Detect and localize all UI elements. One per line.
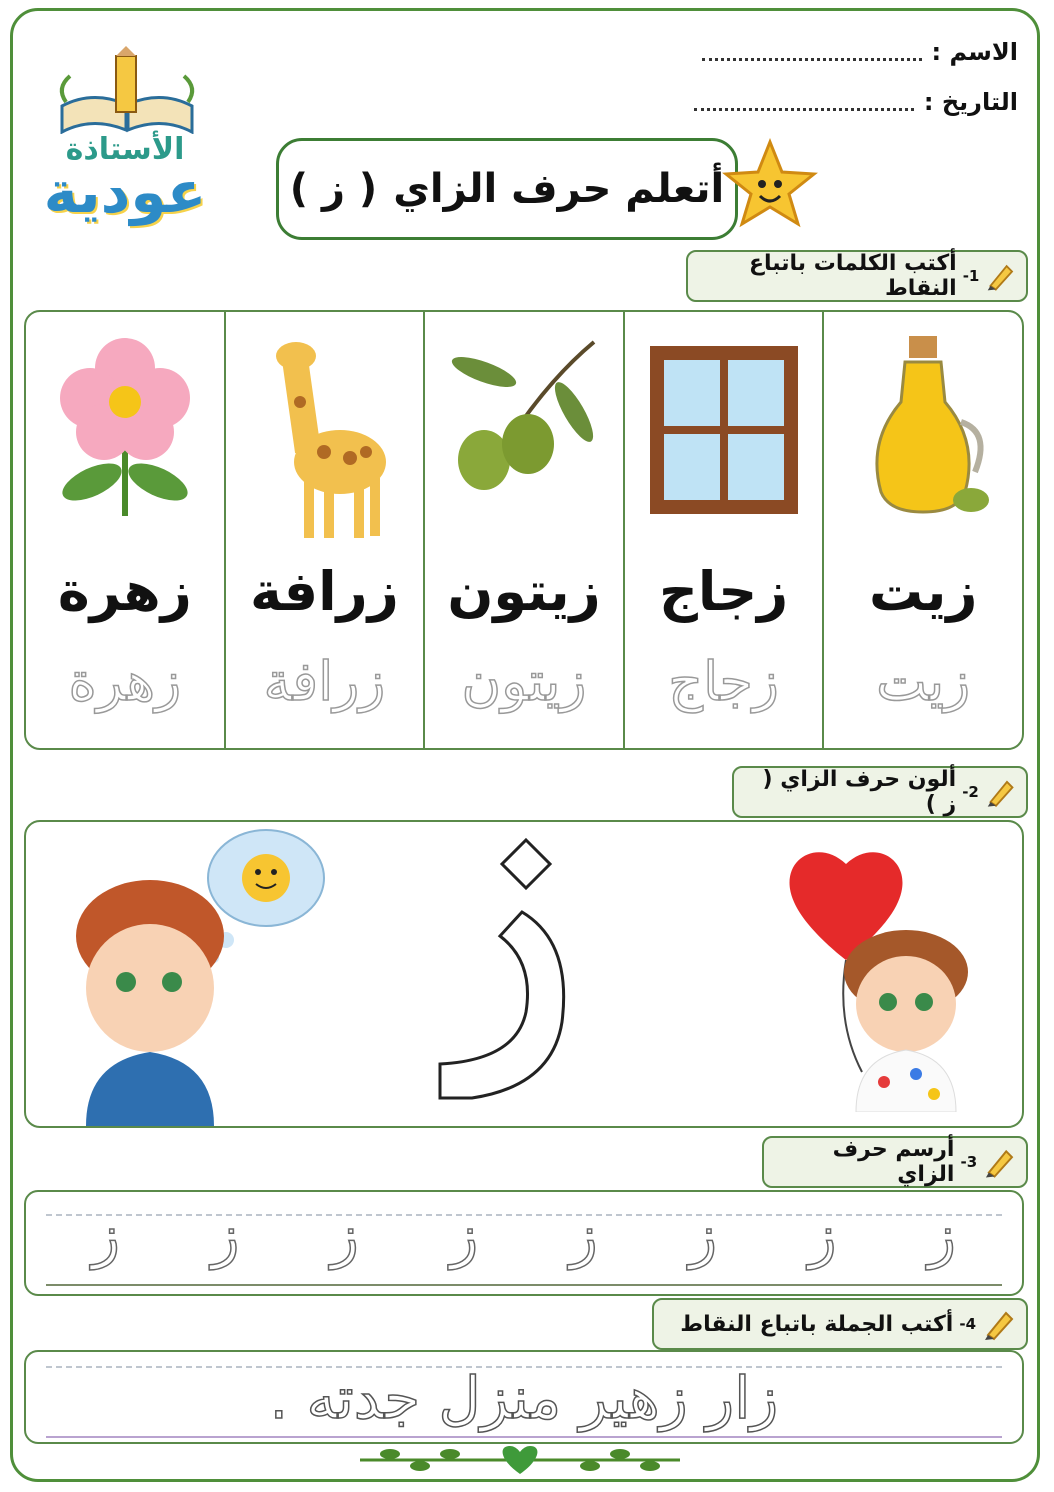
word-text: زجاج: [659, 560, 789, 623]
flower-icon: [50, 332, 200, 522]
letter-trace[interactable]: ز: [92, 1202, 121, 1270]
letter-trace-row[interactable]: [56, 1202, 992, 1270]
star-icon: [722, 138, 818, 228]
letter-zay-outline[interactable]: [436, 832, 596, 1122]
section2-label: [732, 766, 1028, 818]
section2-text: ألون حرف الزاي ( ز ): [762, 767, 957, 817]
word-trace[interactable]: زهرة: [68, 650, 182, 713]
sentence-practice-row: [24, 1350, 1024, 1444]
title-letter: ( ز ): [289, 166, 378, 212]
word-text: زيتون: [447, 560, 601, 623]
section3-label: [762, 1136, 1028, 1188]
word-text: زيت: [868, 560, 978, 623]
words-table: [24, 310, 1024, 750]
section1-label: [686, 250, 1028, 302]
logo-subtitle: الأستاذة: [65, 132, 185, 167]
title-text: أتعلم حرف الزاي: [393, 166, 725, 212]
word-cell: [423, 312, 623, 748]
word-cell: [26, 312, 224, 748]
word-cell: [623, 312, 823, 748]
letter-trace[interactable]: ز: [808, 1202, 837, 1270]
word-cell: [224, 312, 424, 748]
section4-number: 4-: [959, 1315, 976, 1333]
letter-trace[interactable]: ز: [450, 1202, 479, 1270]
letter-trace[interactable]: ز: [689, 1202, 718, 1270]
oil-bottle-icon: [853, 332, 993, 522]
word-trace[interactable]: زيت: [876, 650, 971, 713]
base-line: [46, 1436, 1002, 1438]
word-trace[interactable]: زيتون: [461, 650, 587, 713]
letter-trace[interactable]: ز: [211, 1202, 240, 1270]
word-trace[interactable]: زجاج: [668, 650, 779, 713]
word-trace[interactable]: زرافة: [263, 650, 386, 713]
letter-trace[interactable]: ز: [927, 1202, 956, 1270]
thinking-boy-icon: [46, 826, 336, 1126]
pencil-icon: [983, 1145, 1016, 1179]
name-line[interactable]: [702, 44, 922, 61]
letter-trace[interactable]: ز: [569, 1202, 598, 1270]
coloring-area: [24, 820, 1024, 1128]
window-icon: [644, 332, 804, 522]
section1-text: أكتب الكلمات باتباع النقاط: [749, 251, 957, 301]
book-pencil-icon: [52, 46, 202, 134]
giraffe-icon: [254, 332, 394, 542]
date-field: [694, 88, 1018, 116]
date-line[interactable]: [694, 94, 914, 111]
word-text: زرافة: [250, 560, 399, 623]
section2-number: 2-: [962, 783, 979, 801]
word-text: زهرة: [57, 560, 192, 623]
word-cell: [822, 312, 1022, 748]
section1-number: 1-: [962, 267, 980, 285]
section4-text: أكتب الجملة باتباع النقاط: [680, 1311, 954, 1337]
girl-balloon-icon: [776, 842, 1006, 1112]
name-field: [702, 38, 1018, 66]
section4-label: [652, 1298, 1028, 1350]
logo: [30, 28, 220, 228]
section3-text: أرسم حرف الزاي: [832, 1137, 955, 1187]
pencil-icon: [985, 259, 1016, 293]
page-title: [276, 138, 738, 240]
pencil-icon: [985, 775, 1016, 809]
leaf-heart-ornament-icon: [350, 1440, 690, 1480]
pencil-icon: [982, 1307, 1016, 1341]
logo-name: عودية: [43, 158, 207, 226]
letter-trace[interactable]: ز: [330, 1202, 359, 1270]
sentence-trace[interactable]: زار زهير منزل جدته .: [269, 1364, 779, 1432]
letter-practice-row: [24, 1190, 1024, 1296]
date-label: التاريخ :: [923, 88, 1018, 116]
base-line: [46, 1284, 1002, 1286]
section3-number: 3-: [960, 1153, 978, 1171]
olives-icon: [444, 332, 604, 522]
name-label: الاسم :: [931, 38, 1018, 66]
